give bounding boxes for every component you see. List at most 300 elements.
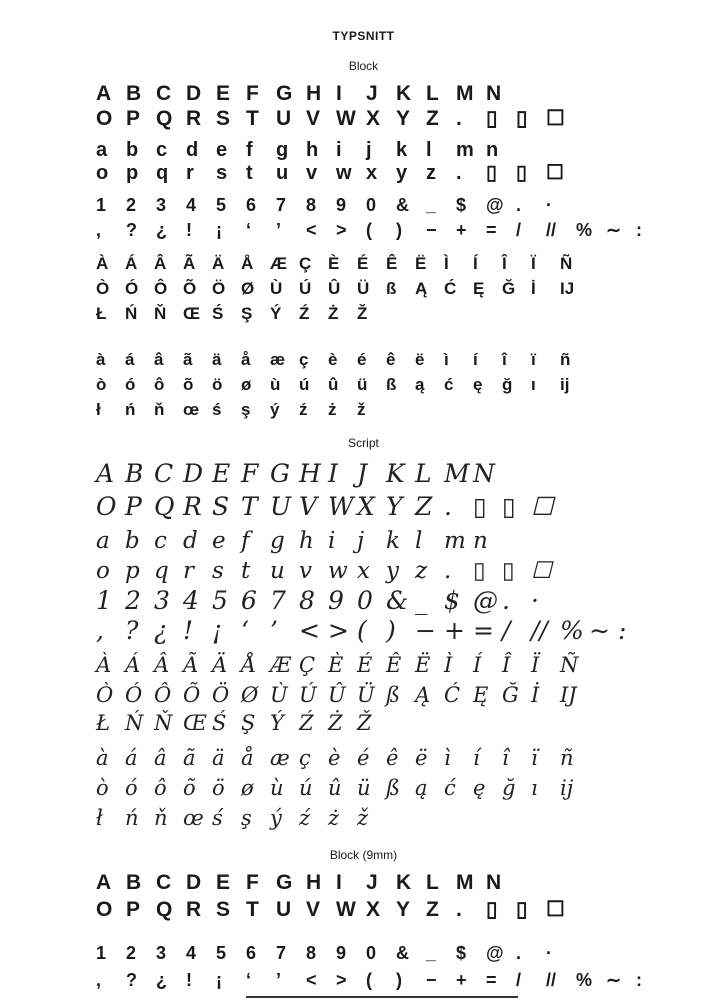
glyph: z (415, 558, 428, 584)
glyph: ☐ (531, 558, 552, 584)
glyph: ! (186, 970, 192, 990)
glyph: Ù (270, 279, 283, 298)
glyph: Ú (299, 279, 312, 298)
glyph: p (125, 558, 140, 584)
glyph: Ê (386, 254, 398, 273)
glyph: / (516, 220, 522, 240)
glyph: Ç (299, 653, 316, 677)
glyph: & (396, 195, 409, 215)
glyph: ã (183, 746, 196, 770)
glyph: r (183, 558, 194, 584)
glyph: Ù (270, 683, 288, 707)
glyph: â (154, 746, 167, 770)
glyph: Z (426, 107, 439, 130)
bottom-divider (246, 996, 518, 998)
glyph: ź (299, 400, 308, 419)
glyph: M (444, 459, 470, 488)
glyph: Ć (444, 683, 461, 707)
glyph: P (125, 492, 142, 521)
glyph: 3 (156, 943, 167, 963)
glyph: F (241, 459, 259, 488)
glyph: T (246, 898, 259, 921)
glyph: Y (396, 898, 411, 921)
glyph: À (96, 653, 112, 677)
glyph: 3 (156, 195, 167, 215)
glyph: e (212, 528, 226, 554)
glyph: ò (96, 375, 107, 394)
glyph: < (306, 970, 317, 990)
glyph: É (357, 653, 373, 677)
glyph: Í (473, 254, 478, 273)
glyph: Ą (415, 683, 431, 707)
glyph: ß (386, 279, 397, 298)
glyph: f (241, 528, 250, 554)
glyph: ś (212, 400, 222, 419)
glyph: à (96, 350, 106, 369)
glyph: o (96, 558, 110, 584)
glyph: z (426, 162, 436, 184)
glyph: í (473, 746, 480, 770)
glyph: S (216, 898, 231, 921)
glyph: IJ (560, 683, 577, 707)
glyph: ’ (276, 220, 282, 240)
glyph: Ñ (560, 254, 573, 273)
glyph: F (246, 871, 259, 894)
glyph: ñ (560, 746, 574, 770)
glyph: Ú (299, 683, 317, 707)
glyph: Ł (96, 711, 111, 735)
glyph: M (456, 871, 474, 894)
glyph: Á (125, 653, 141, 677)
glyph: Û (328, 683, 346, 707)
glyph: y (386, 558, 399, 584)
glyph: Q (156, 107, 173, 130)
glyph: 3 (154, 586, 170, 615)
glyph: ¡ (216, 220, 222, 240)
glyph: x (366, 162, 378, 184)
glyph: Á (125, 254, 138, 273)
glyph: ▯ (486, 107, 498, 130)
glyph: ▯ (486, 162, 498, 184)
glyph: ) (386, 616, 396, 645)
glyph: ß (386, 776, 401, 800)
glyph: 6 (246, 195, 257, 215)
glyph: ğ (502, 776, 516, 800)
glyph: V (306, 898, 321, 921)
glyph: ü (357, 776, 371, 800)
glyph: t (246, 162, 253, 184)
glyph: Œ (183, 711, 207, 735)
glyph: w (328, 558, 348, 584)
glyph: Q (156, 898, 173, 921)
glyph: 5 (216, 943, 227, 963)
glyph: ¿ (156, 970, 167, 990)
glyph: ‘ (246, 220, 252, 240)
glyph: B (126, 82, 142, 105)
glyph: é (357, 746, 370, 770)
glyph: ij (560, 776, 574, 800)
glyph: ö (212, 776, 225, 800)
glyph: Ź (299, 711, 314, 735)
glyph: ą (415, 375, 425, 394)
glyph: Ź (299, 304, 310, 323)
glyph: ☐ (546, 162, 564, 184)
glyph: œ (183, 806, 204, 830)
glyph: Â (154, 653, 170, 677)
glyph: ì (444, 350, 449, 369)
glyph: Z (415, 492, 433, 521)
glyph: N (486, 82, 502, 105)
glyph: H (299, 459, 321, 488)
glyph: q (156, 162, 169, 184)
glyph: < (306, 220, 317, 240)
glyph: á (125, 350, 135, 369)
glyph: O (96, 492, 117, 521)
glyph: $ (456, 195, 467, 215)
glyph: Ã (183, 653, 199, 677)
glyph: ù (270, 776, 284, 800)
glyph: N (473, 459, 495, 488)
glyph: Ä (212, 254, 225, 273)
glyph: U (270, 492, 292, 521)
glyph: œ (183, 400, 200, 419)
glyph: ¿ (156, 220, 167, 240)
glyph: ij (560, 375, 570, 394)
glyph: B (125, 459, 144, 488)
glyph: â (154, 350, 164, 369)
glyph: V (306, 107, 321, 130)
glyph: Ò (96, 683, 114, 707)
glyph: − (426, 970, 437, 990)
glyph: Y (386, 492, 403, 521)
glyph: ∼ (606, 220, 622, 240)
glyph: , (96, 220, 102, 240)
glyph: Ž (357, 711, 372, 735)
glyph: 0 (357, 586, 373, 615)
glyph: Ã (183, 254, 196, 273)
glyph: ∼ (589, 616, 610, 645)
glyph: Q (154, 492, 175, 521)
glyph: v (306, 162, 318, 184)
glyph: S (212, 492, 230, 521)
glyph: I (328, 459, 338, 488)
glyph: ň (154, 400, 165, 419)
glyph: ▯ (516, 898, 528, 921)
glyph: ! (183, 616, 194, 645)
glyph: 1 (96, 943, 107, 963)
glyph: 9 (328, 586, 344, 615)
glyph: Æ (270, 254, 287, 273)
glyph: U (276, 107, 292, 130)
glyph: D (183, 459, 204, 488)
glyph: A (96, 871, 112, 894)
glyph: Ą (415, 279, 428, 298)
glyph: y (396, 162, 408, 184)
glyph: ç (299, 350, 309, 369)
glyph: 5 (212, 586, 228, 615)
glyph: Ô (154, 279, 168, 298)
glyph: 2 (125, 586, 141, 615)
glyph: é (357, 350, 367, 369)
glyph: e (216, 139, 228, 161)
glyph: ö (212, 375, 223, 394)
glyph: ë (415, 746, 428, 770)
glyph: ) (396, 970, 402, 990)
glyph: , (96, 616, 104, 645)
glyph: ‘ (246, 970, 252, 990)
glyph: Í (473, 653, 482, 677)
glyph: · (531, 586, 539, 615)
glyph: < (299, 616, 320, 645)
glyph: k (396, 139, 408, 161)
glyph: î (502, 350, 507, 369)
glyph: 1 (96, 586, 112, 615)
glyph: İ (531, 279, 536, 298)
glyph: o (96, 162, 109, 184)
glyph: 7 (270, 586, 286, 615)
glyph: ▯ (502, 492, 516, 521)
glyph: Ò (96, 279, 110, 298)
glyph: ż (328, 400, 337, 419)
glyph: ñ (560, 350, 571, 369)
glyph: t (241, 558, 251, 584)
glyph: Ę (473, 683, 489, 707)
glyph: S (216, 107, 231, 130)
glyph: i (336, 139, 342, 161)
glyph: Î (502, 653, 511, 677)
glyph: Ż (328, 304, 339, 323)
glyph: ą (415, 776, 428, 800)
glyph: 8 (306, 195, 317, 215)
glyph: ▯ (502, 558, 515, 584)
glyph: Ê (386, 653, 402, 677)
glyph: n (486, 139, 499, 161)
glyph: w (336, 162, 352, 184)
glyph: C (156, 871, 172, 894)
glyph: _ (426, 943, 437, 963)
glyph: N (486, 871, 502, 894)
glyph: a (96, 528, 110, 554)
glyph: ▯ (473, 492, 487, 521)
glyph: // (546, 220, 557, 240)
glyph: ▯ (516, 162, 528, 184)
glyph: d (186, 139, 199, 161)
glyph: b (126, 139, 139, 161)
section-block-9mm-heading: Block (9mm) (329, 848, 398, 862)
glyph: J (366, 82, 378, 105)
glyph: ’ (270, 616, 278, 645)
glyph: ü (357, 375, 368, 394)
glyph: ę (473, 375, 483, 394)
section-block-heading: Block (348, 59, 379, 73)
glyph: 2 (126, 943, 137, 963)
glyph: ø (241, 776, 254, 800)
glyph: ì (444, 746, 451, 770)
glyph: + (456, 220, 467, 240)
glyph: // (546, 970, 557, 990)
glyph: b (125, 528, 140, 554)
glyph: $ (444, 586, 460, 615)
glyph: > (328, 616, 349, 645)
glyph: · (546, 195, 552, 215)
glyph: $ (456, 943, 467, 963)
glyph: Ñ (560, 653, 579, 677)
glyph: % (560, 616, 584, 645)
glyph: Y (396, 107, 411, 130)
glyph: · (546, 943, 552, 963)
glyph: u (276, 162, 289, 184)
glyph: ▯ (516, 107, 528, 130)
glyph: T (241, 492, 258, 521)
glyph: O (96, 107, 113, 130)
glyph: 2 (126, 195, 137, 215)
glyph: 7 (276, 195, 287, 215)
glyph: A (96, 459, 115, 488)
glyph: Ë (415, 254, 427, 273)
glyph: 7 (276, 943, 287, 963)
glyph: . (516, 195, 522, 215)
glyph: H (306, 871, 322, 894)
glyph: k (386, 528, 400, 554)
glyph: ù (270, 375, 281, 394)
glyph: á (125, 746, 138, 770)
glyph: W (336, 107, 356, 130)
glyph: : (636, 970, 642, 990)
glyph: ń (125, 400, 136, 419)
glyph: . (502, 586, 510, 615)
glyph: Ń (125, 304, 138, 323)
glyph: IJ (560, 279, 575, 298)
glyph: & (396, 943, 409, 963)
glyph: É (357, 254, 369, 273)
glyph: @ (473, 586, 498, 615)
glyph: . (456, 107, 462, 130)
glyph: ò (96, 776, 109, 800)
glyph: İ (531, 683, 540, 707)
glyph: R (186, 898, 202, 921)
glyph: ▯ (473, 558, 486, 584)
glyph: û (328, 375, 339, 394)
glyph: h (299, 528, 314, 554)
glyph: i (328, 528, 336, 554)
glyph: − (426, 220, 437, 240)
glyph: , (96, 970, 102, 990)
glyph: I (336, 82, 342, 105)
glyph: Ø (241, 683, 259, 707)
glyph: ’ (276, 970, 282, 990)
glyph: = (473, 616, 494, 645)
glyph: 5 (216, 195, 227, 215)
glyph: ê (386, 746, 399, 770)
glyph: Ň (154, 304, 167, 323)
glyph: G (270, 459, 290, 488)
glyph: > (336, 970, 347, 990)
glyph: c (154, 528, 167, 554)
glyph: ł (96, 400, 101, 419)
glyph: Å (241, 653, 257, 677)
glyph: J (366, 871, 378, 894)
glyph: ø (241, 375, 252, 394)
glyph: ž (357, 806, 369, 830)
glyph: õ (183, 776, 196, 800)
glyph: D (186, 82, 202, 105)
glyph: . (456, 898, 462, 921)
glyph: + (456, 970, 467, 990)
page-title: TYPSNITT (332, 29, 395, 43)
glyph: 4 (186, 195, 197, 215)
glyph: _ (415, 586, 428, 615)
glyph: @ (486, 943, 504, 963)
glyph: ä (212, 746, 225, 770)
glyph: / (502, 616, 511, 645)
glyph: W (336, 898, 356, 921)
glyph: Ï (531, 254, 536, 273)
glyph: + (444, 616, 465, 645)
glyph: : (636, 220, 642, 240)
glyph: g (270, 528, 285, 554)
glyph: % (576, 220, 593, 240)
glyph: > (336, 220, 347, 240)
glyph: K (396, 871, 412, 894)
glyph: ó (125, 776, 138, 800)
glyph: l (415, 528, 423, 554)
glyph: ú (299, 776, 313, 800)
glyph: K (396, 82, 412, 105)
glyph: ý (270, 400, 280, 419)
glyph: Ę (473, 279, 485, 298)
glyph: è (328, 746, 341, 770)
glyph: j (357, 528, 365, 554)
glyph: å (241, 746, 254, 770)
glyph: ï (531, 746, 538, 770)
glyph: Ş (241, 304, 253, 323)
glyph: ń (125, 806, 139, 830)
glyph: ( (366, 970, 372, 990)
glyph: Ü (357, 279, 370, 298)
glyph: R (186, 107, 202, 130)
glyph: 1 (96, 195, 107, 215)
glyph: ‘ (241, 616, 249, 645)
glyph: ç (299, 746, 311, 770)
glyph: È (328, 254, 340, 273)
glyph: ( (357, 616, 367, 645)
glyph: ã (183, 350, 193, 369)
glyph: Ó (125, 683, 143, 707)
glyph: Ğ (502, 279, 516, 298)
glyph: L (426, 82, 439, 105)
glyph: 8 (306, 943, 317, 963)
glyph: Ì (444, 254, 449, 273)
glyph: ó (125, 375, 136, 394)
glyph: I (336, 871, 342, 894)
glyph: p (126, 162, 139, 184)
glyph: Ğ (502, 683, 519, 707)
glyph: U (276, 898, 292, 921)
glyph: P (126, 107, 141, 130)
glyph: g (276, 139, 289, 161)
glyph: Ý (270, 711, 284, 735)
glyph: / (516, 970, 522, 990)
glyph: ż (328, 806, 340, 830)
glyph: l (426, 139, 432, 161)
glyph: Õ (183, 279, 197, 298)
glyph: Ï (531, 653, 540, 677)
glyph: M (456, 82, 474, 105)
glyph: û (328, 776, 342, 800)
glyph: Ł (96, 304, 107, 323)
glyph: ź (299, 806, 311, 830)
glyph: æ (270, 746, 290, 770)
